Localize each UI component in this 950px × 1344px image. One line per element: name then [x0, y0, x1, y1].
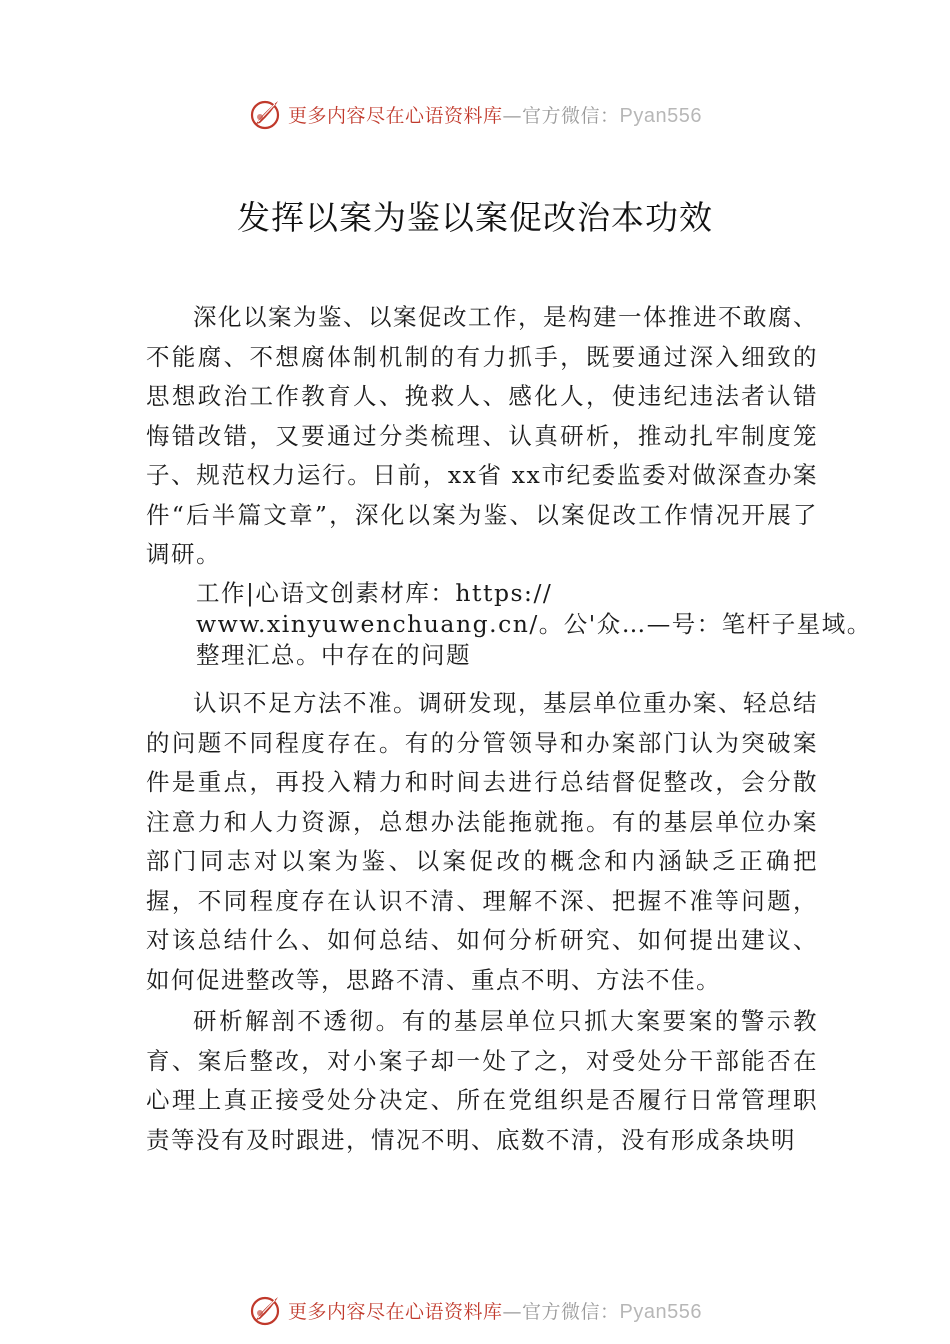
quill-logo-icon	[248, 1292, 284, 1328]
paragraph-problem-1: 认识不足方法不准。调研发现，基层单位重办案、轻总结的问题不同程度存在。有的分管领导和办案部门认为突破案件是重点，再投入精力和时间去进行总结督促整改，会分散注意力和人力资源，总想办法能拖就拖。有的基层单位办案部门同志对以案为鉴、以案促改的概念和内涵缺乏正确把握，不同程度存在认识不清、理解不深、把握不准等问题， 对该总结什么、如何总结、如何分析研究、如何提出建议、如何促进整改等，思路不清、重点不明、方法不佳。	[146, 689, 818, 994]
quill-logo-icon	[248, 96, 284, 132]
paragraph-problem-2: 研析解剖不透彻。有的基层单位只抓大案要案的警示教育、案后整改，对小案子却一处了之，对受处分干部能否在心理上真正接受处分决定、所在党组织是否履行日常管理职责等没有及时跟进，情况不明、底数不清，没有形成条块明	[146, 1007, 818, 1154]
note-line: 工作|心语文创素材库：https://	[196, 579, 553, 607]
banner-wechat-id: Pyan556	[619, 104, 702, 127]
embedded-note	[146, 578, 872, 671]
watermark-banner-top	[0, 94, 950, 134]
banner-wechat-id: Pyan556	[619, 1300, 702, 1323]
banner-wechat-label: 官方微信：	[522, 104, 620, 127]
banner-dash: —	[502, 104, 523, 127]
document-title: 发挥以案为鉴以案促改治本功效	[237, 198, 713, 237]
watermark-banner-bottom	[0, 1290, 950, 1330]
note-line: 整理汇总。中存在的问题	[196, 641, 471, 669]
banner-wechat-label: 官方微信：	[522, 1300, 620, 1323]
note-line: www.xinyuwenchuang.cn/。公'众…—号：笔杆子星域。	[196, 610, 872, 638]
paragraph-intro: 深化以案为鉴、以案促改工作，是构建一体推进不敢腐、不能腐、不想腐体制机制的有力抓手，既要通过深入细致的思想政治工作教育人、挽救人、感化人，使违纪违法者认错悔错改错，又要通过分类梳理、认真研析，推动扎牢制度笼子、规范权力运行。日前，xx省 xx市纪委监委对做深查办案件“后半篇文章”，深化以案为鉴、以案促改工作情况开展了调研。	[146, 303, 818, 568]
banner-text	[288, 101, 702, 128]
banner-text	[288, 1297, 702, 1324]
banner-dash: —	[502, 1300, 523, 1323]
banner-site-name: 更多内容尽在心语资料库	[288, 1300, 503, 1323]
banner-site-name: 更多内容尽在心语资料库	[288, 104, 503, 127]
